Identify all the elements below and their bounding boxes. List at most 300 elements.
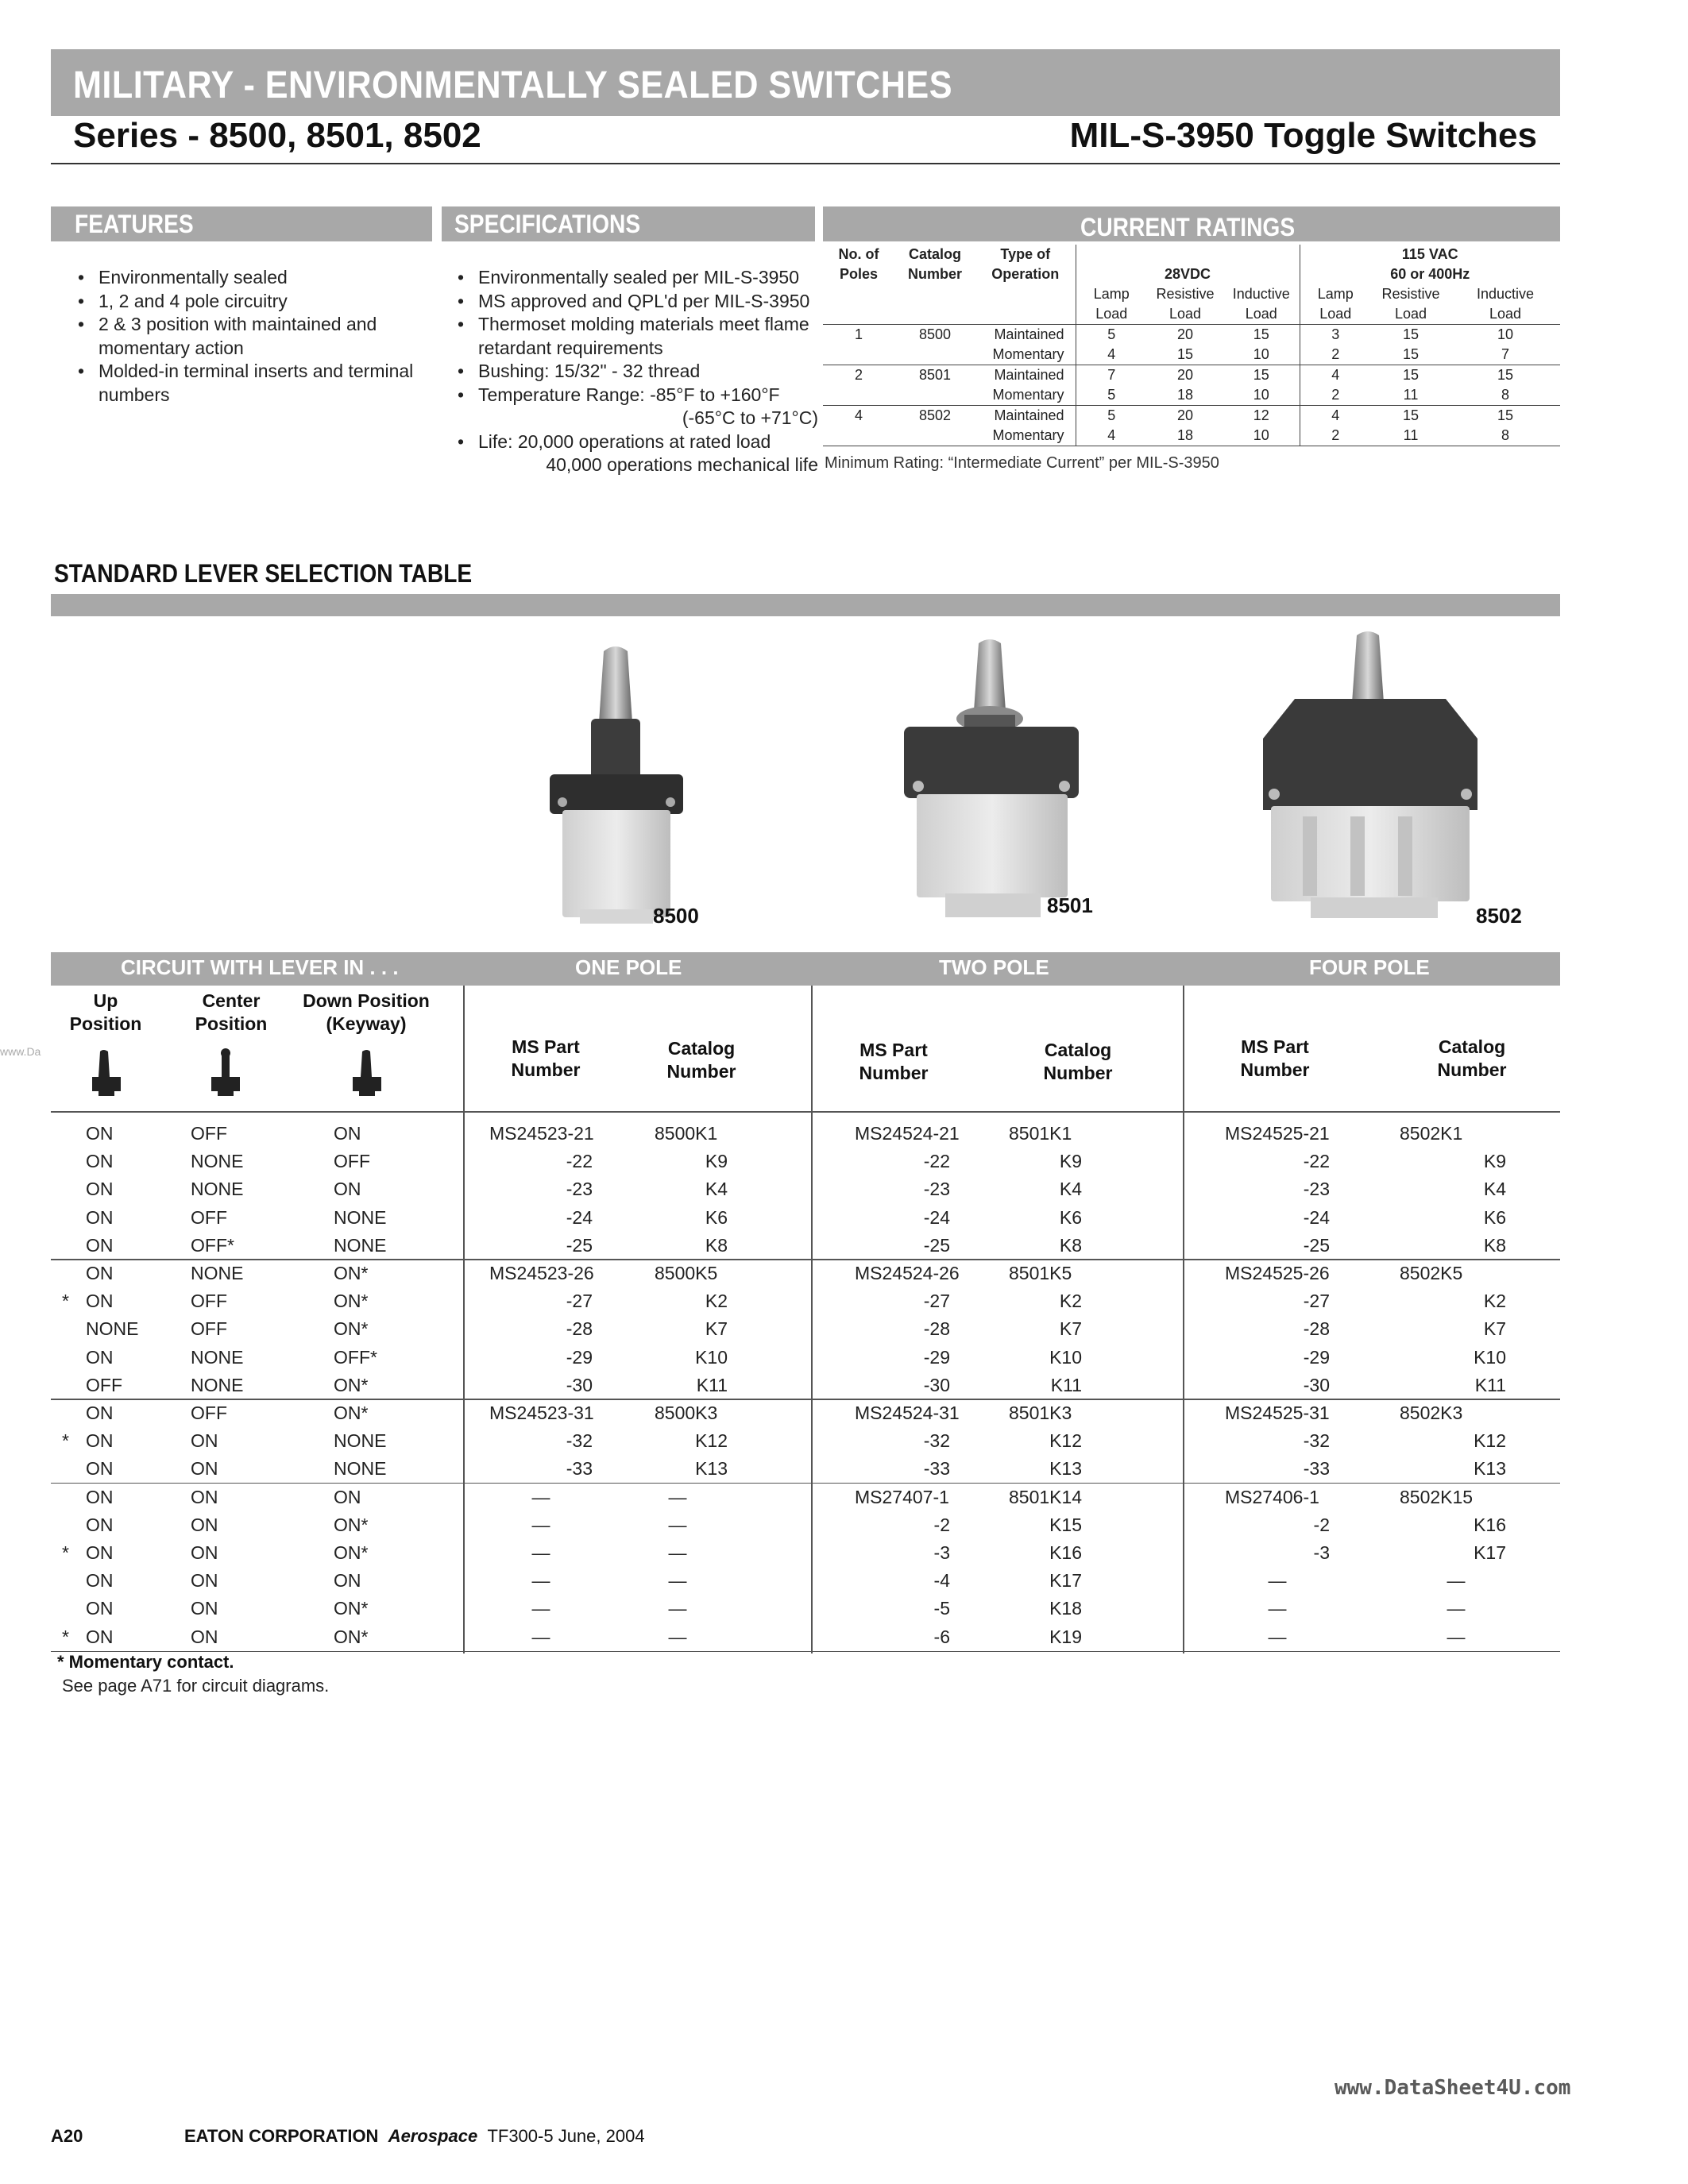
ms-part-header-two: MS Part Number [859,1040,929,1083]
ratings-cell: 5 [1076,385,1147,406]
lever-cell-ms4: — [1268,1570,1287,1592]
ratings-load-header: Inductive Load [1223,284,1300,325]
lever-cell-cat2: K9 [1059,1151,1082,1172]
ratings-row [823,426,1560,446]
lever-cell-cat2: 8501K14 [1009,1486,1083,1507]
lever-cell-up: OFF [86,1374,122,1395]
ms-part-header-one: MS Part Number [511,1036,581,1080]
header-rule-lever [51,1111,1560,1113]
ratings-load-header: Lamp Load [1300,284,1371,325]
ratings-cell [894,345,975,365]
lever-cell-ms2: -2 [933,1514,950,1535]
ratings-cell: 4 [1300,406,1371,426]
ratings-load-header: Inductive Load [1450,284,1560,325]
lever-cell-cat2: K15 [1049,1514,1082,1535]
lever-cell-down: NONE [334,1430,387,1452]
lever-cell-ms2: -29 [923,1346,950,1368]
lever-cell-down: ON* [334,1374,369,1395]
lever-cell-cat4: — [1447,1598,1466,1619]
lever-down-icon [350,1048,384,1098]
lever-cell-down: OFF [334,1151,370,1172]
feature-item: • Environmentally sealed [73,266,431,290]
lever-cell-ms4: -24 [1303,1206,1330,1228]
lever-cell-ms1: — [531,1626,550,1647]
ratings-cell: 2 [854,367,863,383]
lever-cell-cat4: K8 [1483,1234,1506,1256]
ratings-header-dc: 28VDC [1076,245,1300,284]
lever-cell-ms1: MS24523-31 [489,1403,594,1423]
ratings-cell: 7 [1076,365,1147,386]
feature-item: • 2 & 3 position with maintained and momentary action [73,313,431,360]
divider-two-pole [811,986,813,1653]
ratings-header-poles: No. of Poles [838,246,879,282]
lever-cell-cat1: 8500K3 [655,1403,718,1423]
lever-cell-ms2: -22 [923,1151,950,1172]
ratings-cell: 15 [1147,345,1223,365]
spec-item: • Thermoset molding materials meet flame retardant requirements [453,313,818,360]
ratings-row [823,365,1560,386]
lever-cell-cat4: K13 [1474,1458,1506,1480]
lever-cell-ms2: -27 [923,1291,950,1312]
lever-cell-up: ON [86,1542,114,1563]
lever-cell-ms2: MS24524-21 [855,1123,960,1144]
ratings-cell: Momentary [975,385,1076,406]
ratings-cell: 15 [1371,345,1450,365]
ratings-cell: 15 [1253,326,1269,342]
one-pole-heading: ONE POLE [575,955,682,979]
lever-cell-star [62,1315,78,1343]
ratings-cell: 15 [1402,407,1420,423]
lever-cell-cat4: K16 [1474,1514,1506,1535]
lever-cell-star [62,1120,78,1148]
lever-cell-center: OFF [191,1403,227,1423]
lever-center-icon [208,1048,243,1098]
lever-cell-cat1: — [668,1486,687,1507]
ratings-cell: Momentary [975,426,1076,446]
lever-cell-center: ON [191,1430,218,1452]
ratings-cell: 5 [1076,325,1147,345]
ratings-cell: 20 [1176,407,1194,423]
lever-cell-ms1: -32 [566,1430,593,1452]
lever-cell-ms1: — [531,1570,550,1592]
divider-one-pole [463,986,465,1653]
lever-cell-cat2: K19 [1049,1626,1082,1647]
ratings-cell: 10 [1223,345,1300,365]
ratings-cell: 4 [1300,365,1371,386]
divider-four-pole [1183,986,1184,1653]
lever-cell-up: ON [86,1263,114,1283]
lever-cell-ms1: -33 [566,1458,593,1480]
lever-cell-cat1: — [668,1598,687,1619]
switch-8500-image [524,635,715,929]
lever-cell-down: ON* [334,1626,369,1647]
ratings-cell: 8500 [918,326,952,342]
current-ratings-heading: CURRENT RATINGS [1080,213,1296,241]
ratings-cell: 11 [1371,426,1450,446]
lever-cell-cat4: K7 [1483,1318,1506,1340]
ratings-cell: 4 [1076,426,1147,446]
lever-cell-center: OFF [191,1206,227,1228]
lever-cell-star [62,1148,78,1175]
switch-8502-image [1239,627,1493,929]
lever-cell-center: ON [191,1598,218,1619]
ratings-row [823,406,1560,426]
lever-cell-star [62,1372,78,1399]
lever-cell-down: ON* [334,1514,369,1535]
lever-cell-down: ON* [334,1291,369,1312]
ratings-cell: 18 [1147,385,1223,406]
spec-item-temperature [453,384,818,430]
spec-item: • MS approved and QPL'd per MIL-S-3950 [453,290,818,314]
center-position-header: Center Position [195,990,268,1034]
series-title: Series - 8500, 8501, 8502 [73,116,481,155]
lever-cell-cat1: K6 [705,1206,728,1228]
lever-cell-star: * [62,1291,69,1312]
lever-cell-ms4: — [1268,1598,1287,1619]
lever-cell-ms2: MS24524-31 [855,1403,960,1423]
ratings-cell [823,345,894,365]
lever-cell-ms4: -3 [1313,1542,1330,1563]
lever-cell-ms2: -32 [923,1430,950,1452]
ms-part-header-four: MS Part Number [1240,1036,1310,1080]
specifications-heading: SPECIFICATIONS [454,210,641,238]
lever-cell-cat2: K6 [1059,1206,1082,1228]
lever-cell-ms4: — [1268,1626,1287,1647]
lever-cell-cat1: 8500K1 [655,1123,718,1144]
lever-cell-cat4: 8502K3 [1400,1403,1463,1423]
ratings-cell [823,385,894,406]
lever-cell-down: NONE [334,1206,387,1228]
lever-cell-ms1: — [531,1514,550,1535]
lever-cell-cat1: K9 [705,1151,728,1172]
lever-cell-up: ON [86,1346,114,1368]
lever-cell-center: NONE [191,1346,244,1368]
lever-cell-down: ON [334,1123,361,1144]
header-rule [51,163,1560,164]
ratings-cell: 15 [1497,367,1514,383]
ratings-cell: 15 [1253,367,1269,383]
lever-cell-down: ON* [334,1263,369,1283]
lever-cell-cat1: 8500K5 [655,1263,718,1283]
ratings-cell: 8502 [918,407,952,423]
current-ratings-table [823,245,1560,446]
lever-cell-down: ON [334,1570,361,1592]
lever-cell-ms2: -30 [923,1374,950,1395]
catalog-header-two: Catalog Number [1043,1040,1113,1083]
lever-cell-ms2: MS27407-1 [855,1486,949,1507]
lever-cell-up: NONE [86,1318,139,1340]
lever-cell-ms4: -23 [1303,1179,1330,1200]
lever-cell-ms2: -6 [933,1626,950,1647]
spec-item: • Environmentally sealed per MIL-S-3950 [453,266,818,290]
lever-cell-cat4: K17 [1474,1542,1506,1563]
lever-cell-ms4: -33 [1303,1458,1330,1480]
ratings-row [823,345,1560,365]
ratings-cell: 4 [1076,345,1147,365]
spec-item: • Bushing: 15/32" - 32 thread [453,360,818,384]
lever-cell-up: ON [86,1291,114,1312]
lever-cell-up: ON [86,1234,114,1256]
ratings-cell [894,385,975,406]
ratings-cell: 4 [854,407,863,423]
lever-cell-cat2: K13 [1049,1458,1082,1480]
lever-cell-cat1: — [668,1514,687,1535]
lever-cell-star [62,1232,78,1260]
lever-cell-cat1: — [668,1542,687,1563]
lever-cell-center: NONE [191,1374,244,1395]
lever-cell-down: ON [334,1179,361,1200]
lever-cell-cat4: K6 [1483,1206,1506,1228]
lever-cell-star [62,1484,78,1511]
photo-label-8501: 8501 [1047,893,1093,917]
lever-cell-ms1: -25 [566,1234,593,1256]
lever-cell-cat1: K13 [695,1458,728,1480]
ratings-cell: Maintained [994,367,1064,383]
footnote-momentary: * Momentary contact. [57,1652,234,1672]
lever-cell-up: ON [86,1430,114,1452]
lever-cell-down: ON* [334,1542,369,1563]
lever-cell-center: OFF [191,1318,227,1340]
lever-cell-cat2: K7 [1059,1318,1082,1340]
two-pole-heading: TWO POLE [939,955,1049,979]
lever-cell-star [62,1567,78,1595]
switch-8501-image [890,635,1096,929]
lever-cell-ms4: -2 [1313,1514,1330,1535]
lever-cell-ms4: MS24525-31 [1225,1403,1330,1423]
ratings-cell: 20 [1176,367,1194,383]
lever-cell-cat4: 8502K1 [1400,1123,1463,1144]
lever-cell-cat1: K10 [695,1346,728,1368]
lever-cell-star [62,1260,78,1287]
lever-cell-cat1: K8 [705,1234,728,1256]
side-watermark: www.Da [0,1045,41,1058]
features-heading: FEATURES [75,210,194,238]
lever-cell-center: OFF* [191,1234,234,1256]
ratings-header-catalog: Catalog Number [907,246,962,282]
lever-cell-ms4: -22 [1303,1151,1330,1172]
ratings-cell: 10 [1497,326,1514,342]
lever-cell-star: * [62,1430,69,1452]
catalog-header-one: Catalog Number [666,1038,736,1082]
ratings-load-header: Resistive Load [1147,284,1223,325]
lever-cell-ms4: MS24525-21 [1225,1123,1330,1144]
page-title: MILITARY - ENVIRONMENTALLY SEALED SWITCHES [73,64,952,106]
lever-cell-ms1: -30 [566,1374,593,1395]
lever-cell-cat2: K16 [1049,1542,1082,1563]
ratings-cell: 15 [1402,326,1420,342]
lever-cell-ms2: -25 [923,1234,950,1256]
standard-lever-bar [51,594,1560,616]
ratings-header-ac: 115 VAC 60 or 400Hz [1300,245,1560,284]
lever-cell-star: * [62,1542,69,1563]
ratings-cell: Maintained [994,326,1064,342]
ratings-footnote: Minimum Rating: “Intermediate Current” per MIL-S-3950 [825,454,1219,472]
lever-cell-cat1: — [668,1570,687,1592]
lever-cell-down: ON [334,1486,361,1507]
catalog-header-four: Catalog Number [1437,1036,1507,1080]
lever-cell-ms2: -33 [923,1458,950,1480]
lever-cell-ms2: -4 [933,1570,950,1592]
lever-cell-cat4: K11 [1474,1374,1506,1395]
lever-cell-cat2: K8 [1059,1234,1082,1256]
ratings-cell: 10 [1223,426,1300,446]
lever-cell-cat1: — [668,1626,687,1647]
lever-cell-center: ON [191,1458,218,1480]
lever-cell-up: ON [86,1626,114,1647]
feature-item: • 1, 2 and 4 pole circuitry [73,290,431,314]
lever-cell-ms2: -28 [923,1318,950,1340]
spec-life-line2: 40,000 operations mechanical life [546,454,818,475]
lever-cell-ms4: MS27406-1 [1225,1486,1319,1507]
lever-cell-ms1: MS24523-26 [489,1263,594,1283]
lever-cell-center: NONE [191,1151,244,1172]
lever-cell-ms1: -28 [566,1318,593,1340]
lever-cell-star [62,1344,78,1372]
ratings-cell: 8501 [918,367,952,383]
lever-cell-up: ON [86,1403,114,1423]
lever-cell-cat2: K18 [1049,1598,1082,1619]
lever-cell-ms4: -29 [1303,1346,1330,1368]
lever-cell-down: ON* [334,1403,369,1423]
lever-cell-up: ON [86,1179,114,1200]
lever-cell-down: OFF* [334,1346,377,1368]
spec-temp-line2: (-65°C to +71°C) [682,407,818,428]
lever-cell-ms4: -28 [1303,1318,1330,1340]
lever-cell-ms2: -3 [933,1542,950,1563]
ratings-row [823,385,1560,406]
spec-life-line1: Life: 20,000 operations at rated load [478,430,771,452]
lever-cell-ms2: MS24524-26 [855,1263,960,1283]
lever-cell-up: ON [86,1151,114,1172]
ratings-load-header: Resistive Load [1371,284,1450,325]
lever-cell-star [62,1595,78,1623]
lever-cell-center: NONE [191,1179,244,1200]
ratings-cell: 1 [854,326,863,342]
ratings-cell: 8 [1450,426,1560,446]
lever-cell-center: ON [191,1542,218,1563]
lever-cell-down: ON* [334,1598,369,1619]
lever-cell-star [62,1455,78,1483]
ratings-cell [894,426,975,446]
lever-cell-ms1: — [531,1486,550,1507]
lever-cell-up: ON [86,1486,114,1507]
lever-cell-center: ON [191,1514,218,1535]
ratings-cell: 10 [1223,385,1300,406]
ratings-cell: 3 [1300,325,1371,345]
standard-lever-title: STANDARD LEVER SELECTION TABLE [54,559,473,588]
ratings-cell: 15 [1497,407,1514,423]
lever-cell-center: ON [191,1486,218,1507]
four-pole-heading: FOUR POLE [1309,955,1430,979]
ratings-cell: 2 [1300,345,1371,365]
lever-cell-ms1: MS24523-21 [489,1123,594,1144]
features-list [73,266,431,407]
lever-cell-ms4: MS24525-26 [1225,1263,1330,1283]
lever-cell-center: ON [191,1570,218,1592]
lever-cell-cat4: K12 [1474,1430,1506,1452]
lever-cell-ms1: -27 [566,1291,593,1312]
ratings-cell: 5 [1076,406,1147,426]
lever-cell-ms4: -25 [1303,1234,1330,1256]
photo-label-8502: 8502 [1476,904,1522,928]
lever-cell-down: NONE [334,1234,387,1256]
lever-cell-up: ON [86,1458,114,1480]
lever-cell-up: ON [86,1123,114,1144]
lever-cell-star [62,1511,78,1539]
lever-cell-ms2: -5 [933,1598,950,1619]
lever-cell-cat1: K7 [705,1318,728,1340]
ratings-header-type: Type of Operation [991,246,1060,282]
lever-cell-cat2: K17 [1049,1570,1082,1592]
lever-cell-center: OFF [191,1291,227,1312]
lever-cell-up: ON [86,1514,114,1535]
lever-cell-up: ON [86,1206,114,1228]
lever-cell-cat4: 8502K15 [1400,1486,1474,1507]
lever-cell-ms1: -23 [566,1179,593,1200]
lever-cell-up: ON [86,1598,114,1619]
lever-up-icon [89,1048,124,1098]
ratings-cell: 8 [1450,385,1560,406]
lever-cell-ms4: -30 [1303,1374,1330,1395]
feature-item: • Molded-in terminal inserts and terminal numbers [73,360,431,407]
specifications-list [453,266,818,477]
lever-cell-ms1: -24 [566,1206,593,1228]
watermark-link[interactable]: www.DataSheet4U.com [1335,2076,1571,2100]
lever-cell-star [62,1204,78,1232]
lever-cell-star: * [62,1626,69,1647]
lever-cell-center: ON [191,1626,218,1647]
spec-item-life [453,430,818,477]
lever-cell-cat4: K4 [1483,1179,1506,1200]
lever-cell-star [62,1175,78,1203]
lever-cell-down: ON* [334,1318,369,1340]
ratings-row [823,325,1560,345]
lever-cell-star [62,1399,78,1427]
ratings-cell: Momentary [975,345,1076,365]
lever-cell-center: NONE [191,1263,244,1283]
lever-cell-center: OFF [191,1123,227,1144]
photo-label-8500: 8500 [653,904,699,928]
lever-cell-cat2: K12 [1049,1430,1082,1452]
lever-cell-ms1: -22 [566,1151,593,1172]
lever-cell-cat1: K12 [695,1430,728,1452]
ratings-cell: 11 [1371,385,1450,406]
footnote-circuit-diagrams: See page A71 for circuit diagrams. [62,1676,330,1696]
lever-cell-cat4: K2 [1483,1291,1506,1312]
ratings-cell: 2 [1300,385,1371,406]
ratings-load-header: Lamp Load [1076,284,1147,325]
table-bottom-rule [51,1651,1560,1653]
lever-cell-cat2: K10 [1049,1346,1082,1368]
ratings-cell: 12 [1253,407,1269,423]
lever-cell-cat2: K11 [1050,1374,1082,1395]
footer-corporation: EATON CORPORATION Aerospace TF300-5 June, 2004 [184,2126,645,2146]
spec-temp-line1: Temperature Range: -85°F to +160°F [478,384,780,405]
lever-cell-cat1: K4 [705,1179,728,1200]
ratings-cell: 18 [1147,426,1223,446]
lever-cell-ms1: -29 [566,1346,593,1368]
lever-cell-ms2: -24 [923,1206,950,1228]
lever-cell-cat2: K4 [1059,1179,1082,1200]
ratings-cell: 2 [1300,426,1371,446]
lever-cell-up: ON [86,1570,114,1592]
lever-cell-cat2: K2 [1059,1291,1082,1312]
ratings-cell [823,426,894,446]
lever-cell-cat1: K2 [705,1291,728,1312]
lever-cell-down: NONE [334,1458,387,1480]
ratings-cell: 20 [1176,326,1194,342]
lever-cell-cat4: K9 [1483,1151,1506,1172]
